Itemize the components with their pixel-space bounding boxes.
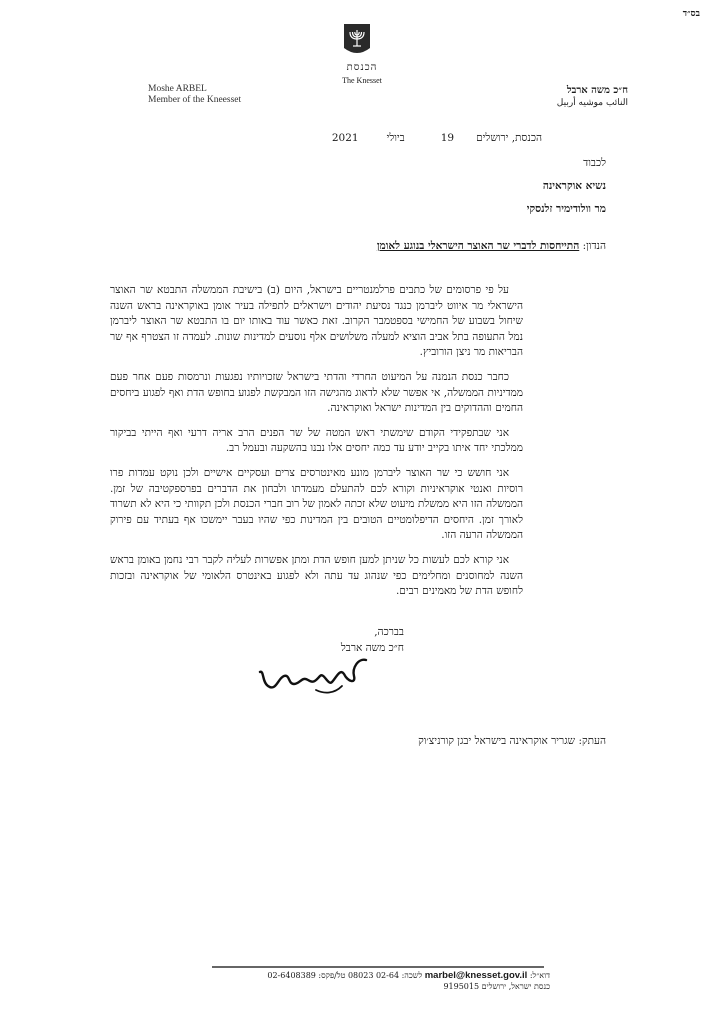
body-paragraph: אני שבתפקידי הקודם שימשתי ראש המטה של שר הפנים הרב אריה דרעי ואף הייתי בביקור ממלכתי יחד איתו בקייב יודע עד כמה יחסים אלו נבנו בהשקעה ובעמל רב. — [110, 426, 523, 455]
recipient-block — [527, 152, 606, 221]
cc-line: העתק: שגריר אוקראינה בישראל יבגן קורניצ׳וק — [418, 735, 606, 747]
body-paragraph: כחבר כנסת הנמנה על המיעוט החרדי והדתי בישראל שזכויותיו נפגעות ונרמסות פעם אחר פעם ממדיניות הממשלה, אי אפשר שלא לדאוג מהגישה הזו המבקשת לפגוע בחופש הדת ואף לפגוע ביחסים החמים וההדוקים בין המדינות ישראל ואוקראינה. — [110, 370, 523, 415]
body-paragraph: אני קורא לכם לעשות כל שניתן למען חופש הדת ומתן אפשרות לעליה לקבר רבי נחמן באומן בראש השנה למחוסנים ומחלימים כפי שנהוג עד עתה ולא לפגוע באינטרס הלאומי של אוקראינה ובזכות לחופש הדת של מאמינים רבים. — [110, 553, 523, 598]
handwritten-signature — [254, 654, 374, 700]
sender-arabic-name: النائب موشيه أربيل — [556, 98, 628, 108]
date-line — [332, 132, 542, 144]
sender-hebrew-block — [557, 84, 628, 110]
body-paragraph: אני חושש כי שר האוצר ליברמן מונע מאינטרסים צרים ועסקיים אישיים ולכן נוקט עמדות פרו רוסיות ואנטי אוקראיניות וקורא לכם להתעלם מעמדתו ולבחון את הדברים בפרספקטיבה של זמן. הממשלה הזו היא ממשלת מיעוט שלא זכתה לאמון של רוב חברי הכנסת ולכן תקוותי כי היא לא תשרוד לאורך זמן. היחסים הדיפלומטיים הטובים בין המדינות כפי שהיו בעבר יימשכו אף בעתיד עם פירוק הממשלה הרעה הזו. — [110, 466, 523, 542]
footer-address: כנסת ישראל, ירושלים 9195015 — [443, 982, 550, 991]
body-paragraph: על פי פרסומים של כתבים פרלמנטריים בישראל, היום (ב) בישיבת הממשלה התבטא שר האוצר הישראלי מר איווט ליברמן כנגד נסיעת יהודים וישראלים לתפילה בעיר אומן באוקראינה בראש השנה שיחול בשבוע של החמישי בספטמבר הקרוב. זאת כאשר עוד באותו יום בו התבטא שר האוצר ליברמן נמל התעופה בתל אביב הוציא למעלה משלושים אלף נוסעים למדינות שונות. לעמדה זו הצטרף אף שר הבריאות מר ניצן הורוביץ. — [110, 284, 523, 359]
letter-body — [110, 283, 523, 609]
bsd-mark: בס״ד — [682, 9, 700, 19]
date-month: ביולי — [386, 132, 405, 144]
date-place: הכנסת, ירושלים — [476, 132, 542, 144]
recipient-name: מר וולודימיר זלנסקי — [526, 203, 606, 215]
footer-email-label: דוא״ל: — [529, 971, 550, 980]
footer-divider — [212, 966, 544, 968]
recipient-title: נשיא אוקראינה — [542, 180, 606, 192]
sender-english-title: Member of the Kneesset — [148, 95, 242, 105]
sender-hebrew-name: ח״כ משה ארבל — [566, 85, 628, 96]
closing-name: ח״כ משה ארבל — [340, 642, 404, 654]
subject-label: הנדון: — [582, 240, 606, 252]
date-year: 2021 — [331, 132, 359, 144]
subject-text: התייחסות לדברי שר האוצר הישראלי בנוגע לאומן — [376, 240, 580, 252]
knesset-english-title: The Knesset — [342, 76, 382, 85]
footer-office-phones: לשכה: 02-64 08023 טל/פקס: 02-6408389 — [267, 971, 423, 980]
footer-contact-line — [210, 970, 550, 981]
knesset-hebrew-title: הכנסת — [346, 62, 378, 73]
sender-english-name: Moshe ARBEL — [148, 84, 207, 94]
date-day: 19 — [440, 132, 455, 144]
footer-email[interactable]: marbel@knesset.gov.il — [424, 970, 528, 981]
closing-block — [341, 624, 404, 656]
closing-regards: בברכה, — [374, 626, 404, 638]
recipient-honorific: לכבוד — [583, 157, 606, 169]
subject-line — [377, 240, 606, 252]
sender-english-block — [148, 84, 241, 106]
knesset-emblem-icon — [342, 22, 372, 58]
